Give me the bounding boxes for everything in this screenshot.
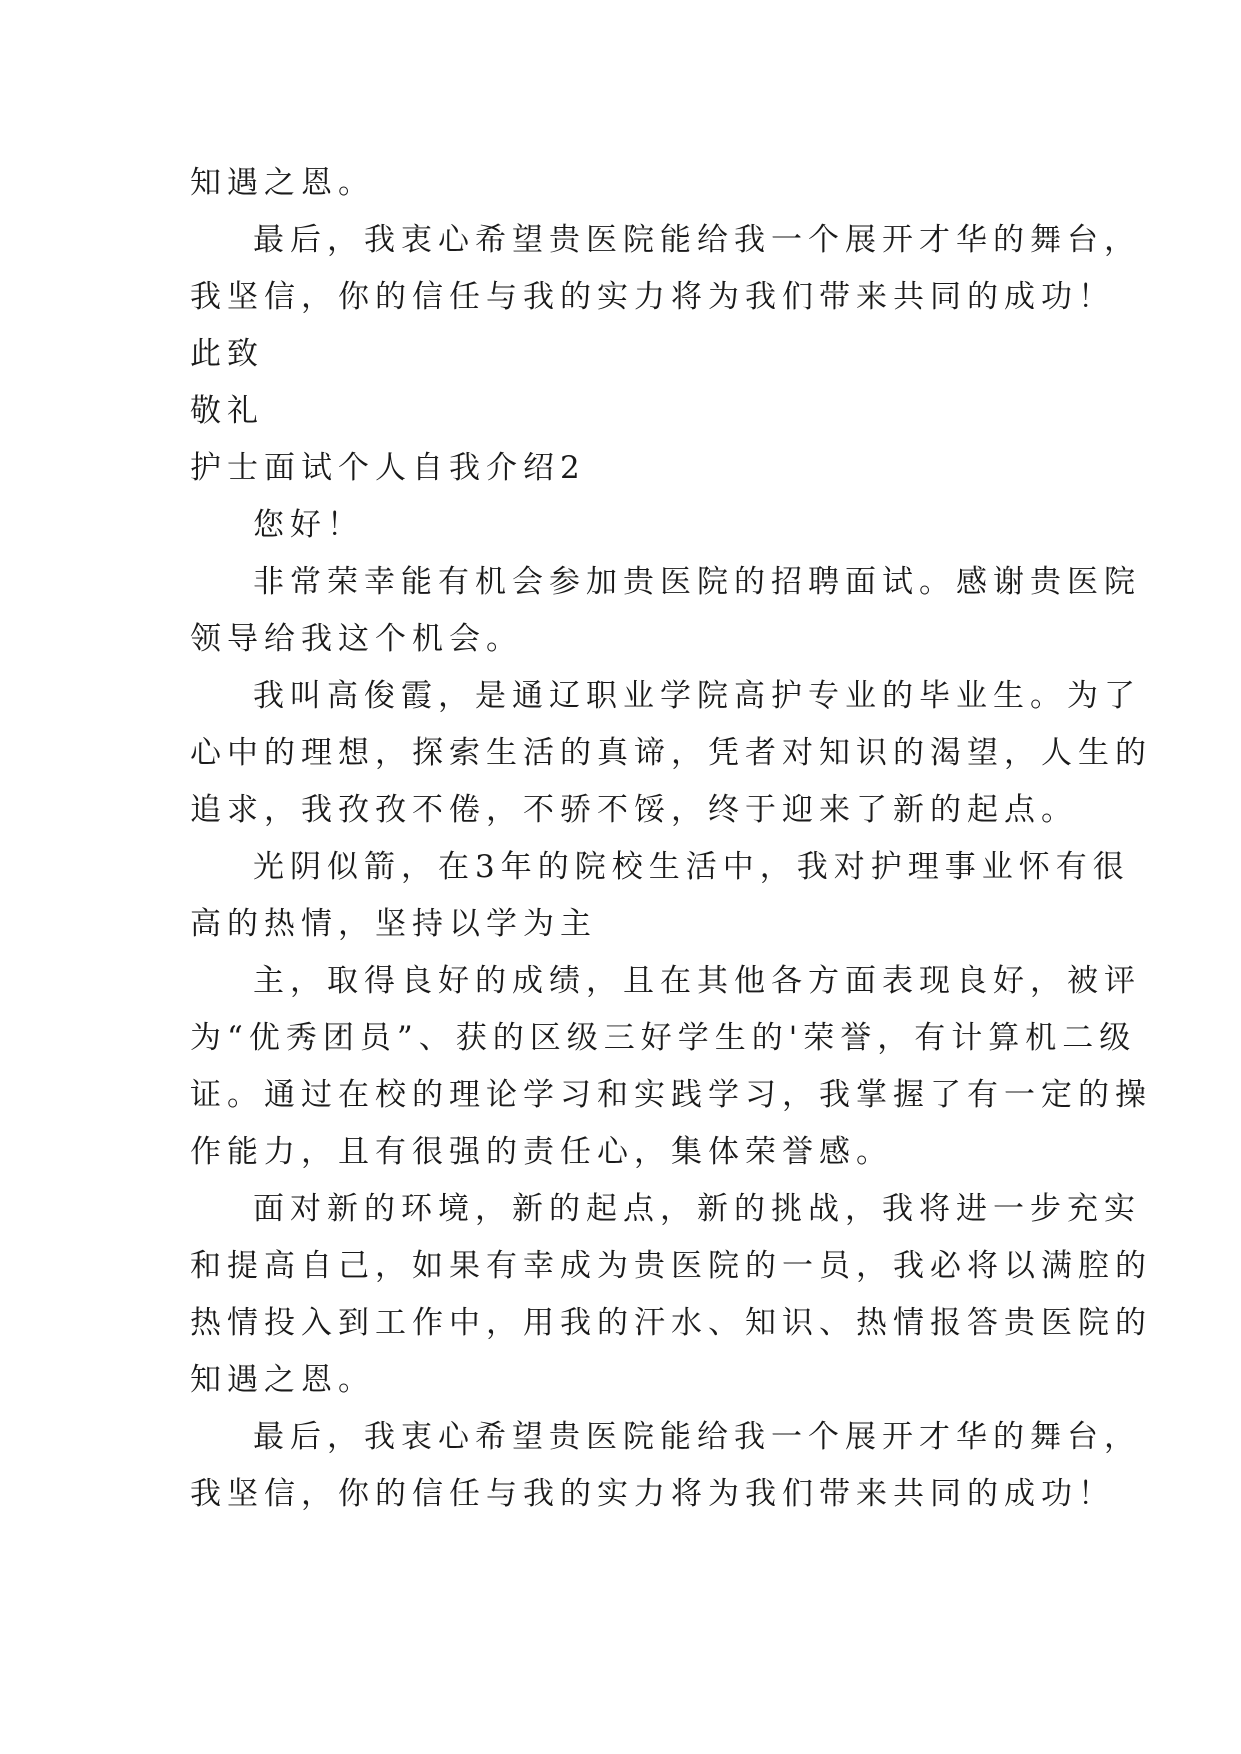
paragraph-line: 热情投入到工作中，用我的汗水、知识、热情报答贵医院的 xyxy=(190,1305,1152,1341)
section-title: 护士面试个人自我介绍2 xyxy=(190,450,586,486)
paragraph-line: 心中的理想，探索生活的真谛，凭者对知识的渴望，人生的 xyxy=(190,735,1152,771)
paragraph-line: 知遇之恩。 xyxy=(190,165,375,201)
paragraph-line: 知遇之恩。 xyxy=(190,1362,375,1398)
paragraph-line: 证。通过在校的理论学习和实践学习，我掌握了有一定的操 xyxy=(190,1077,1152,1113)
paragraph-line: 追求，我孜孜不倦，不骄不馁，终于迎来了新的起点。 xyxy=(190,792,1078,828)
paragraph-line: 为“优秀团员”、获的区级三好学生的'荣誉，有计算机二级 xyxy=(190,1020,1137,1056)
paragraph-line: 我叫高俊霞，是通辽职业学院高护专业的毕业生。为了 xyxy=(253,678,1141,714)
paragraph-line: 领导给我这个机会。 xyxy=(190,621,523,657)
paragraph-line: 非常荣幸能有机会参加贵医院的招聘面试。感谢贵医院 xyxy=(253,564,1141,600)
closing-line: 此致 xyxy=(190,336,264,372)
paragraph-line: 我坚信，你的信任与我的实力将为我们带来共同的成功！ xyxy=(190,1476,1115,1512)
paragraph-line: 高的热情，坚持以学为主 xyxy=(190,906,597,942)
paragraph-line: 我坚信，你的信任与我的实力将为我们带来共同的成功！ xyxy=(190,279,1115,315)
paragraph-line: 主，取得良好的成绩，且在其他各方面表现良好，被评 xyxy=(253,963,1141,999)
paragraph-line: 作能力，且有很强的责任心，集体荣誉感。 xyxy=(190,1134,893,1170)
paragraph-line: 最后，我衷心希望贵医院能给我一个展开才华的舞台， xyxy=(253,1419,1141,1455)
paragraph-line: 最后，我衷心希望贵医院能给我一个展开才华的舞台， xyxy=(253,222,1141,258)
paragraph-line: 光阴似箭，在3年的院校生活中，我对护理事业怀有很 xyxy=(253,849,1130,885)
paragraph-line: 和提高自己，如果有幸成为贵医院的一员，我必将以满腔的 xyxy=(190,1248,1152,1284)
paragraph-line: 面对新的环境，新的起点，新的挑战，我将进一步充实 xyxy=(253,1191,1141,1227)
closing-line: 敬礼 xyxy=(190,393,264,429)
greeting-line: 您好！ xyxy=(253,507,364,543)
